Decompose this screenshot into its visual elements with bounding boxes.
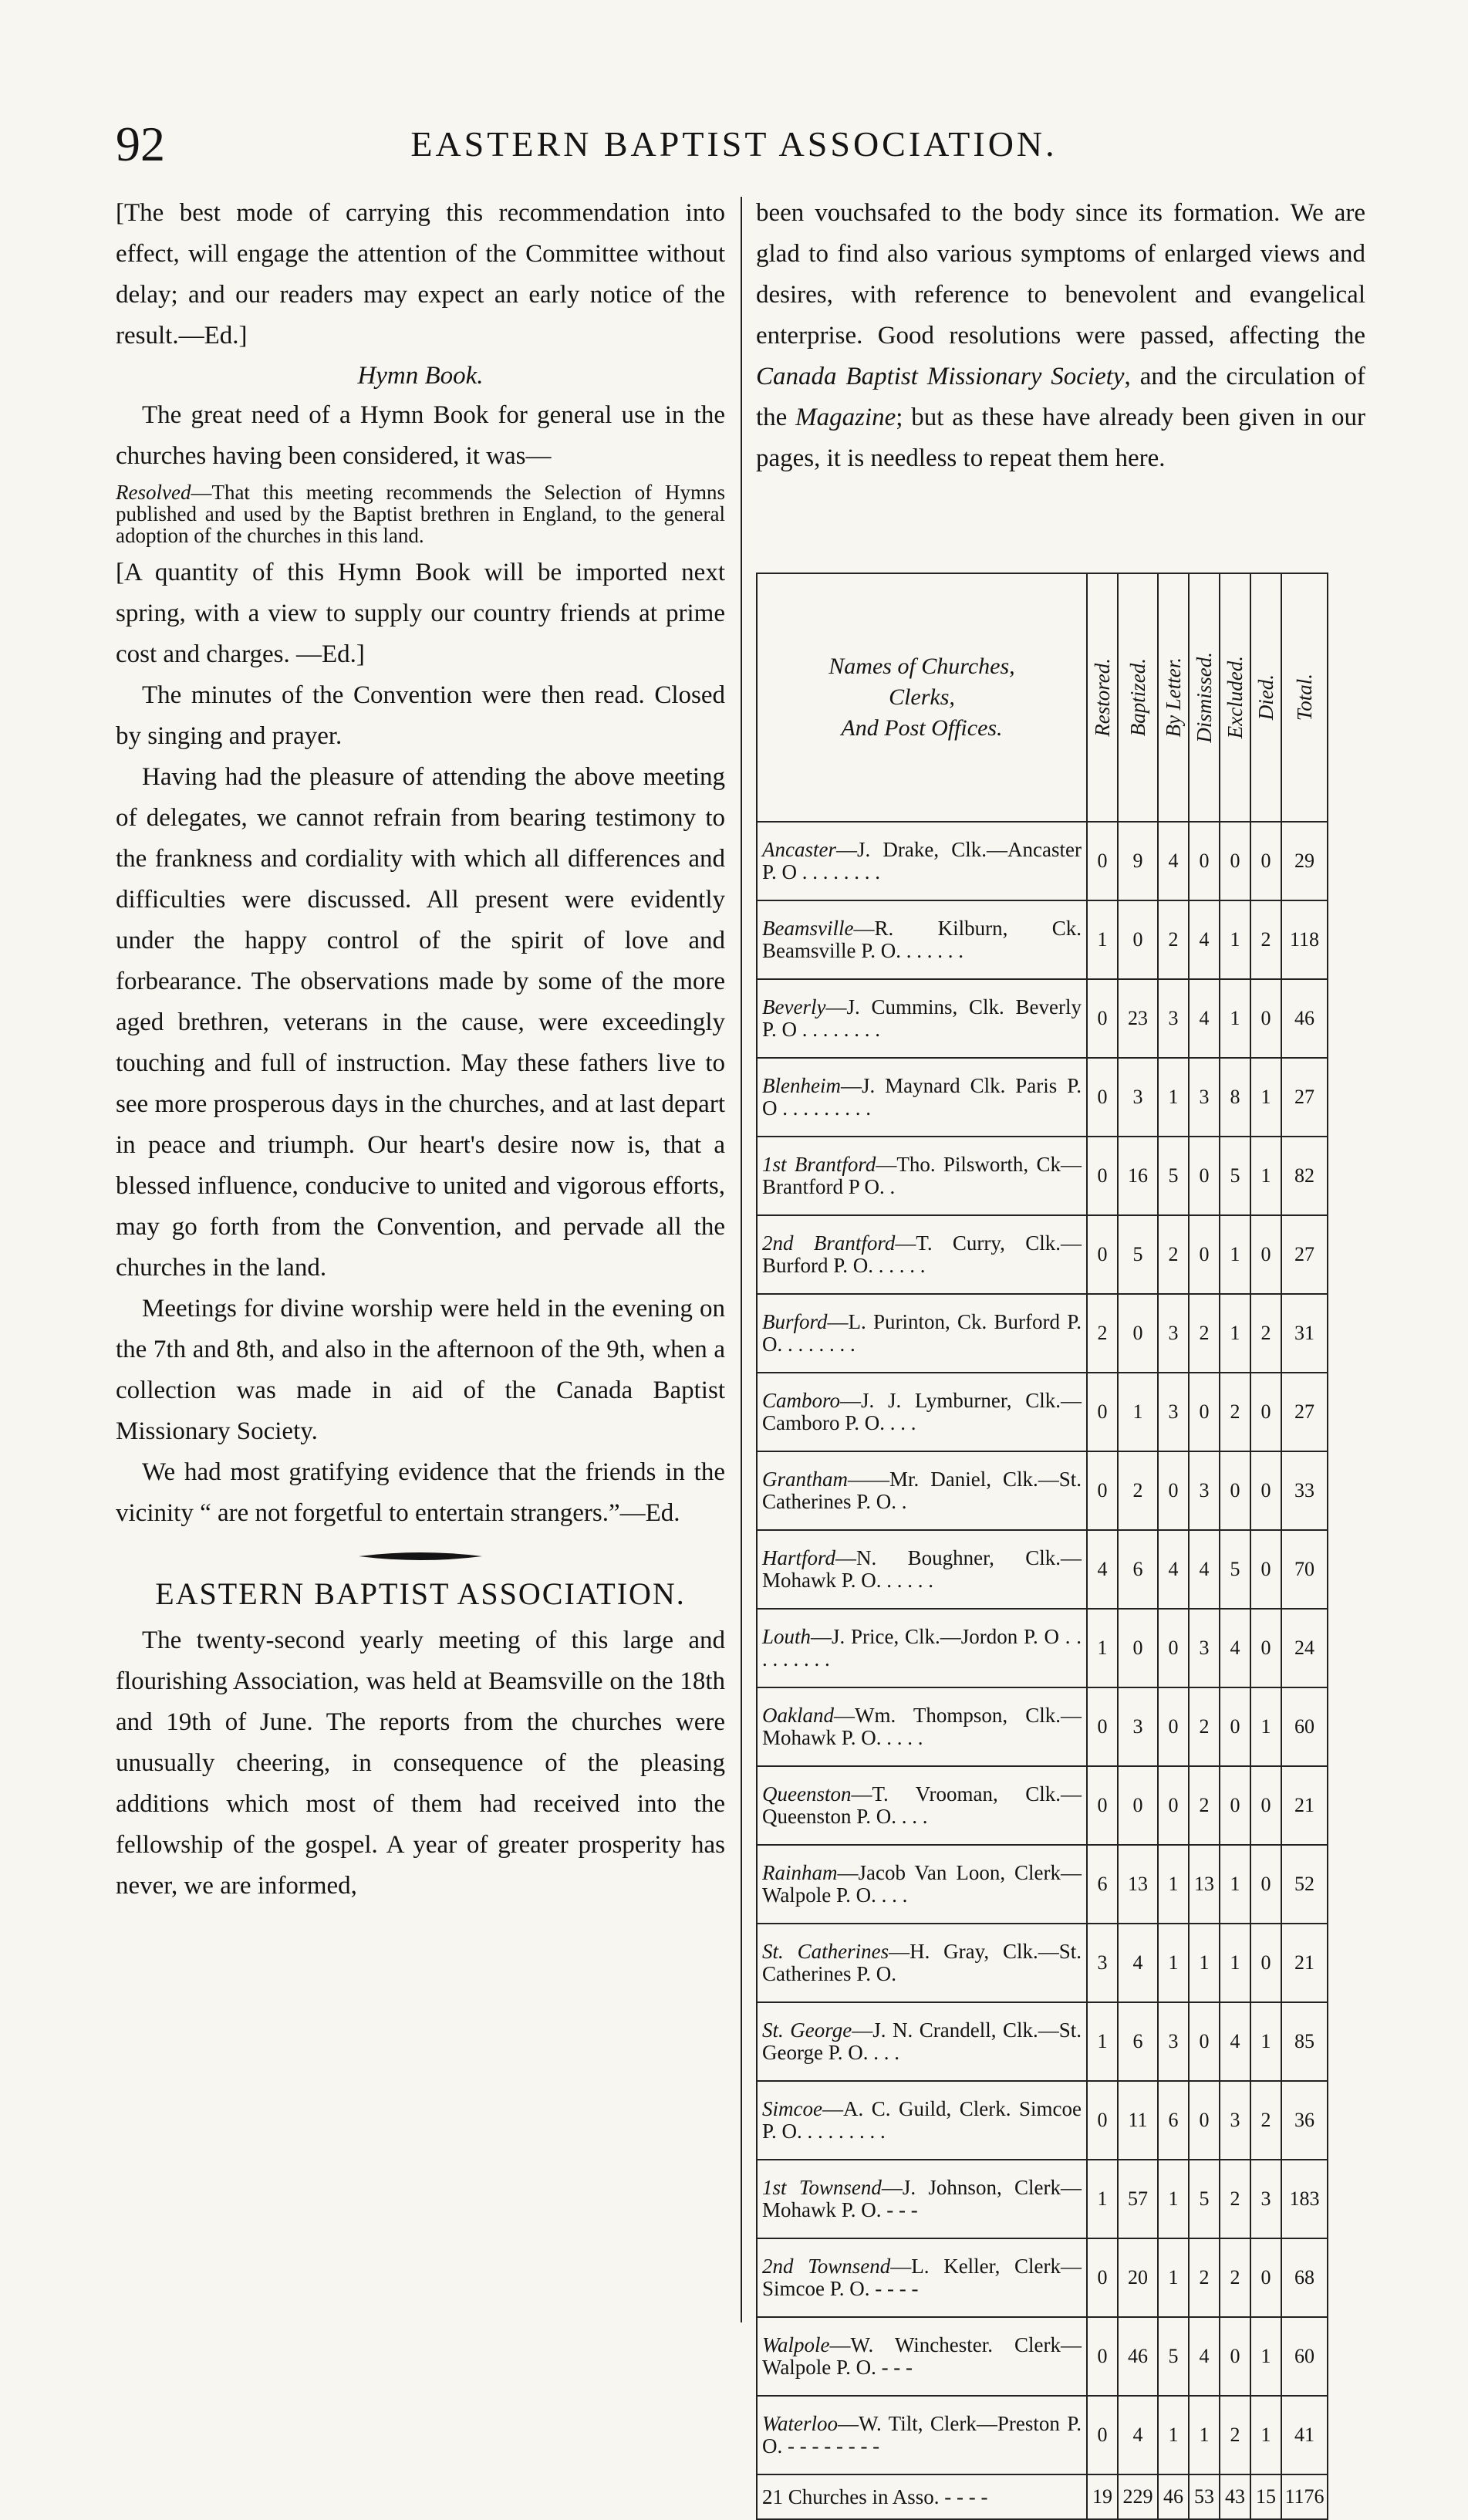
church-name: Louth [762,1625,812,1648]
table-header-row [757,573,1328,822]
stat-cell: 0 [1087,2396,1118,2474]
stat-cell: 31 [1281,1294,1328,1373]
church-cell [757,1451,1087,1530]
stat-cell: 1 [1158,1924,1189,2002]
stat-cell: 0 [1220,2317,1250,2396]
totals-label: 21 Churches in Asso. - - - - [757,2474,1087,2519]
stat-cell: 0 [1189,1215,1220,1294]
church-cell [757,1137,1087,1215]
table-row [757,1215,1328,1294]
table-row [757,900,1328,979]
stat-cell: 0 [1087,1766,1118,1845]
stat-cell: 0 [1189,1137,1220,1215]
stat-cell: 2 [1158,900,1189,979]
stat-cell: 2 [1220,2238,1250,2317]
stat-cell: 6 [1158,2081,1189,2160]
stat-cell: 0 [1189,2002,1220,2081]
church-name: 1st Townsend [762,2176,882,2199]
stat-cell: 3 [1158,1294,1189,1373]
church-cell [757,2317,1087,2396]
stat-cell: 1 [1118,1373,1158,1451]
stat-cell: 2 [1189,2238,1220,2317]
stat-cell: 3 [1189,1451,1220,1530]
church-name: Grantham [762,1468,849,1491]
total-cell: 229 [1118,2474,1158,2519]
stat-cell: 1 [1158,1058,1189,1137]
church-name: Simcoe [762,2097,822,2120]
stat-cell: 0 [1087,1451,1118,1530]
church-name: Queenston [762,1782,852,1806]
stat-cell: 46 [1118,2317,1158,2396]
column-header: Restored. [1087,573,1118,822]
column-divider [741,197,742,2322]
stat-cell: 4 [1087,1530,1118,1609]
stat-cell: 3 [1158,979,1189,1058]
clerk-and-post-office: —T. Vrooman, Clk.—Queenston P. O. . . . [762,1782,1082,1828]
total-cell: 46 [1158,2474,1189,2519]
stat-cell: 2 [1250,1294,1281,1373]
table-row [757,1058,1328,1137]
resolution-text [116,481,725,546]
stat-cell: 1 [1220,1294,1250,1373]
stat-cell: 85 [1281,2002,1328,2081]
stat-cell: 118 [1281,900,1328,979]
ornament-divider [116,1545,725,1572]
table-row [757,2081,1328,2160]
vicinity-paragraph: We had most gratifying evidence that the friends in the vicinity “ are not forgetful to entertain strangers.”—Ed. [116,1458,725,1527]
stat-cell: 0 [1250,1451,1281,1530]
stat-cell: 4 [1220,1609,1250,1687]
stat-cell: 21 [1281,1766,1328,1845]
hymn-import-note: [A quantity of this Hymn Book will be imported next spring, with a view to supply our country friends at prime cost and charges. —Ed.] [116,559,725,668]
stat-cell: 0 [1189,822,1220,900]
stat-cell: 6 [1118,2002,1158,2081]
stat-cell: 5 [1118,1215,1158,1294]
stat-cell: 2 [1250,900,1281,979]
stat-cell: 0 [1158,1451,1189,1530]
stat-cell: 1 [1250,1687,1281,1766]
stat-cell: 46 [1281,979,1328,1058]
stat-cell: 0 [1118,1766,1158,1845]
stat-cell: 0 [1220,1451,1250,1530]
stat-cell: 1 [1250,2317,1281,2396]
stat-cell: 4 [1189,900,1220,979]
minutes-paragraph: The minutes of the Convention were then read. Closed by singing and prayer. [116,681,725,750]
stat-cell: 27 [1281,1058,1328,1137]
stat-cell: 183 [1281,2160,1328,2238]
stat-cell: 1 [1250,2002,1281,2081]
stat-cell: 23 [1118,979,1158,1058]
stat-cell: 1 [1250,2396,1281,2474]
stat-cell: 1 [1158,2396,1189,2474]
clerk-and-post-office: —J. N. Crandell, Clk.—St. George P. O. . . . [762,2018,1082,2064]
stat-cell: 2 [1189,1766,1220,1845]
stat-cell: 0 [1158,1766,1189,1845]
table-row [757,1373,1328,1451]
church-name: Hartford [762,1546,836,1569]
church-cell [757,1530,1087,1609]
church-cell [757,2238,1087,2317]
stat-cell: 1 [1189,2396,1220,2474]
stat-cell: 5 [1158,2317,1189,2396]
page-header [0,116,1468,177]
total-cell: 1176 [1281,2474,1328,2519]
continuation-text-a: been vouchsafed to the body since its formation. We are glad to find also various symptoms of enlarged views and desires, with reference to benevolent and evangelical enterprise. Good resolutions were passed, affecting the [756,199,1365,350]
clerk-and-post-office: —N. Boughner, Clk.—Mohawk P. O. . . . . . [762,1546,1082,1592]
stat-cell: 5 [1158,1137,1189,1215]
church-statistics-table [756,573,1327,2520]
church-cell [757,1924,1087,2002]
table-row [757,1530,1328,1609]
church-cell [757,979,1087,1058]
stat-cell: 4 [1158,822,1189,900]
church-cell [757,1687,1087,1766]
clerk-and-post-office: —J. Maynard Clk. Paris P. O . . . . . . . . . [762,1074,1082,1120]
church-name: St. George [762,2018,852,2042]
stat-cell: 0 [1250,1530,1281,1609]
stat-cell: 6 [1118,1530,1158,1609]
resolved-label: Resolved [116,481,191,504]
stat-cell: 0 [1087,979,1118,1058]
stat-cell: 1 [1220,1215,1250,1294]
church-cell [757,2160,1087,2238]
stat-cell: 1 [1220,979,1250,1058]
meetings-paragraph: Meetings for divine worship were held in the evening on the 7th and 8th, and also in the afternoon of the 9th, when a collection was made in aid of the Canada Baptist Missionary Society. [116,1295,725,1445]
table-row [757,1766,1328,1845]
stat-cell: 0 [1087,1687,1118,1766]
church-cell [757,2002,1087,2081]
stat-cell: 82 [1281,1137,1328,1215]
right-column [756,193,1365,479]
stat-cell: 3 [1250,2160,1281,2238]
stat-cell: 68 [1281,2238,1328,2317]
column-header: Baptized. [1118,573,1158,822]
stat-cell: 4 [1189,979,1220,1058]
stat-cell: 36 [1281,2081,1328,2160]
clerk-and-post-office: —H. Gray, Clk.—St. Catherines P. O. [762,1940,1082,1985]
stat-cell: 8 [1220,1058,1250,1137]
stat-cell: 16 [1118,1137,1158,1215]
stat-cell: 0 [1087,822,1118,900]
total-cell: 53 [1189,2474,1220,2519]
clerk-and-post-office: —J. Cummins, Clk. Beverly P. O . . . . . . . . [762,995,1082,1041]
column-header: Died. [1250,573,1281,822]
church-name: Ancaster [762,838,836,861]
stat-cell: 3 [1189,1609,1220,1687]
stat-cell: 6 [1087,1845,1118,1924]
stat-cell: 0 [1189,2081,1220,2160]
stat-cell: 11 [1118,2081,1158,2160]
church-cell [757,1373,1087,1451]
stat-cell: 3 [1118,1058,1158,1137]
stat-cell: 0 [1087,2238,1118,2317]
stat-cell: 5 [1189,2160,1220,2238]
church-name: 2nd Townsend [762,2255,891,2278]
stat-cell: 52 [1281,1845,1328,1924]
clerk-and-post-office: ——Mr. Daniel, Clk.—St. Catherines P. O. . [762,1468,1082,1513]
table-row [757,1294,1328,1373]
stat-cell: 29 [1281,822,1328,900]
column-header: Dismissed. [1189,573,1220,822]
stat-cell: 13 [1189,1845,1220,1924]
stat-cell: 0 [1250,1373,1281,1451]
names-header-line-1: Names of Churches, [828,654,1015,679]
table-row [757,979,1328,1058]
left-column [116,193,725,1907]
stat-cell: 0 [1250,1924,1281,2002]
stat-cell: 0 [1087,2317,1118,2396]
stat-cell: 57 [1118,2160,1158,2238]
church-cell [757,1058,1087,1137]
page-number: 92 [116,117,165,171]
stat-cell: 0 [1250,1845,1281,1924]
column-header: Excluded. [1220,573,1250,822]
stat-cell: 1 [1220,1845,1250,1924]
stat-cell: 70 [1281,1530,1328,1609]
church-name: Rainham [762,1861,838,1884]
clerk-and-post-office: —Jacob Van Loon, Clerk—Walpole P. O. . . . [762,1861,1082,1907]
stat-cell: 2 [1220,2160,1250,2238]
stat-cell: 4 [1118,1924,1158,2002]
stat-cell: 1 [1250,1058,1281,1137]
church-cell [757,1766,1087,1845]
church-name: 1st Brantford [762,1153,876,1176]
stat-cell: 60 [1281,1687,1328,1766]
stat-cell: 0 [1087,1373,1118,1451]
clerk-and-post-office: —W. Tilt, Clerk—Preston P. O. - - - - - - - - [762,2412,1082,2458]
clerk-and-post-office: —W. Winchester. Clerk—Walpole P. O. - - - [762,2333,1082,2379]
table-row [757,1137,1328,1215]
stat-cell: 2 [1189,1294,1220,1373]
church-cell [757,900,1087,979]
stat-cell: 4 [1118,2396,1158,2474]
stat-cell: 0 [1250,1609,1281,1687]
stat-cell: 0 [1118,900,1158,979]
clerk-and-post-office: —J. J. Lymburner, Clk.—Camboro P. O. . . . [762,1389,1082,1434]
stat-cell: 3 [1189,1058,1220,1137]
names-column-header [757,573,1087,822]
resolved-body: —That this meeting recommends the Selection of Hymns published and used by the Baptist brethren in England, to the general adoption of the churches in this land. [116,481,725,547]
church-cell [757,1215,1087,1294]
table-row [757,1845,1328,1924]
church-name: Beamsville [762,917,854,940]
church-cell [757,1294,1087,1373]
stat-cell: 0 [1250,822,1281,900]
church-cell [757,1845,1087,1924]
running-title: EASTERN BAPTIST ASSOCIATION. [410,124,1058,164]
table-row [757,2396,1328,2474]
clerk-and-post-office: —J. Johnson, Clerk—Mohawk P. O. - - - [762,2176,1082,2221]
stat-cell: 27 [1281,1215,1328,1294]
table-row [757,2160,1328,2238]
society-name: Canada Baptist Missionary Society [756,363,1125,390]
total-cell: 43 [1220,2474,1250,2519]
total-cell: 19 [1087,2474,1118,2519]
table-row [757,2238,1328,2317]
stat-cell: 2 [1158,1215,1189,1294]
table-row [757,1924,1328,2002]
stat-cell: 2 [1087,1294,1118,1373]
stat-cell: 1 [1220,900,1250,979]
clerk-and-post-office: —T. Curry, Clk.—Burford P. O. . . . . . [762,1231,1082,1277]
table-row [757,2317,1328,2396]
stat-cell: 4 [1189,2317,1220,2396]
stat-cell: 3 [1220,2081,1250,2160]
stat-cell: 4 [1220,2002,1250,2081]
church-name: Waterloo [762,2412,839,2435]
stat-cell: 2 [1118,1451,1158,1530]
continuation-paragraph [756,193,1365,479]
stat-cell: 1 [1087,1609,1118,1687]
stat-cell: 1 [1158,1845,1189,1924]
column-header: Total. [1281,573,1328,822]
clerk-and-post-office: —L. Purinton, Ck. Burford P. O. . . . . . . . [762,1310,1082,1356]
clerk-and-post-office: —R. Kilburn, Ck. Beamsville P. O. . . . . . . [762,917,1082,962]
continuation-text-b: , and the circulation of the [756,363,1366,431]
stat-cell: 24 [1281,1609,1328,1687]
clerk-and-post-office: —J. Drake, Clk.—Ancaster P. O . . . . . . . . [762,838,1082,883]
stat-cell: 2 [1250,2081,1281,2160]
stat-cell: 13 [1118,1845,1158,1924]
stat-cell: 2 [1189,1687,1220,1766]
stat-cell: 1 [1220,1924,1250,2002]
editor-note-paragraph: [The best mode of carrying this recommendation into effect, will engage the attention of the Committee without delay; and our readers may expect an early notice of the result.—Ed.] [116,199,725,350]
stat-cell: 33 [1281,1451,1328,1530]
stat-cell: 0 [1158,1609,1189,1687]
testimony-paragraph: Having had the pleasure of attending the above meeting of delegates, we cannot refrain from bearing testimony to the frankness and cordiality with which all differences and difficulties were discussed. All present were evidently under the happy control of the spirit of love and forbearance. The observations made by some of the more aged brethren, veterans in the cause, were exceedingly touching and full of instruction. May these fathers live to see more prosperous days in the churches, and at last depart in peace and triumph. Our heart's desire now is, that a blessed influence, conducive to united and vigorous efforts, may go forth from the Convention, and pervade all the churches in the land. [116,763,725,1282]
church-name: 2nd Brantford [762,1231,896,1255]
table-row [757,822,1328,900]
magazine-name: Magazine [795,404,896,431]
stat-cell: 0 [1087,2081,1118,2160]
church-name: Oakland [762,1704,834,1727]
section-heading: EASTERN BAPTIST ASSOCIATION. [155,1576,686,1611]
stat-cell: 0 [1250,979,1281,1058]
stat-cell: 3 [1087,1924,1118,2002]
stat-cell: 9 [1118,822,1158,900]
stat-cell: 0 [1087,1058,1118,1137]
stat-cell: 1 [1158,2238,1189,2317]
stat-cell: 0 [1220,822,1250,900]
stat-cell: 5 [1220,1530,1250,1609]
names-header-line-2: Clerks, [889,684,955,710]
stat-cell: 20 [1118,2238,1158,2317]
stat-cell: 1 [1087,2160,1118,2238]
clerk-and-post-office: —L. Keller, Clerk—Simcoe P. O. - - - - [762,2255,1082,2300]
church-name: Burford [762,1310,828,1333]
clerk-and-post-office: —A. C. Guild, Clerk. Simcoe P. O. . . . . . . . . [762,2097,1082,2143]
totals-row [757,2474,1328,2519]
stat-cell: 60 [1281,2317,1328,2396]
church-name: St. Catherines [762,1940,889,1963]
stat-cell: 0 [1189,1373,1220,1451]
stat-cell: 3 [1158,1373,1189,1451]
table-row [757,2002,1328,2081]
stat-cell: 21 [1281,1924,1328,2002]
stat-cell: 0 [1087,1137,1118,1215]
column-header: By Letter. [1158,573,1189,822]
hymn-book-paragraph: The great need of a Hymn Book for general use in the churches having been considered, it was— [116,401,725,470]
church-cell [757,2081,1087,2160]
continuation-text-c: ; but as these have already been given in our pages, it is needless to repeat them here. [756,404,1365,472]
stat-cell: 0 [1220,1687,1250,1766]
table-row [757,1451,1328,1530]
church-name: Beverly [762,995,826,1018]
stat-cell: 0 [1118,1294,1158,1373]
clerk-and-post-office: —Wm. Thompson, Clk.—Mohawk P. O. . . . . [762,1704,1082,1749]
stat-cell: 2 [1220,2396,1250,2474]
stat-cell: 5 [1220,1137,1250,1215]
church-cell [757,1609,1087,1687]
table-row [757,1609,1328,1687]
stat-cell: 0 [1250,2238,1281,2317]
association-paragraph: The twenty-second yearly meeting of this large and flourishing Association, was held at Beamsville on the 18th and 19th of June. The reports from the churches were unusually cheering, in consequence of the pleasing additions which most of them had received into the fellowship of the gospel. A year of greater prosperity has never, we are informed, [116,1627,725,1900]
clerk-and-post-office: —J. Price, Clk.—Jordon P. O . . . . . . . . . [762,1625,1082,1670]
church-name: Camboro [762,1389,841,1412]
church-name: Walpole [762,2333,830,2356]
stat-cell: 4 [1189,1530,1220,1609]
church-cell [757,822,1087,900]
church-cell [757,2396,1087,2474]
stat-cell: 0 [1220,1766,1250,1845]
clerk-and-post-office: —Tho. Pilsworth, Ck—Brantford P O. . [762,1153,1082,1198]
stat-cell: 0 [1158,1687,1189,1766]
stat-cell: 1 [1158,2160,1189,2238]
stat-cell: 0 [1118,1609,1158,1687]
hymn-book-heading: Hymn Book. [357,362,484,390]
table-row [757,1687,1328,1766]
church-name: Blenheim [762,1074,841,1097]
stat-cell: 3 [1158,2002,1189,2081]
names-header-line-3: And Post Offices. [841,715,1003,741]
stat-cell: 0 [1250,1215,1281,1294]
stat-cell: 1 [1087,900,1118,979]
stat-cell: 0 [1087,1215,1118,1294]
stat-cell: 1 [1189,1924,1220,2002]
total-cell: 15 [1250,2474,1281,2519]
stat-cell: 1 [1250,1137,1281,1215]
stat-cell: 2 [1220,1373,1250,1451]
stat-cell: 41 [1281,2396,1328,2474]
stat-cell: 27 [1281,1373,1328,1451]
stat-cell: 0 [1250,1766,1281,1845]
stat-cell: 4 [1158,1530,1189,1609]
stat-cell: 1 [1087,2002,1118,2081]
stat-cell: 3 [1118,1687,1158,1766]
